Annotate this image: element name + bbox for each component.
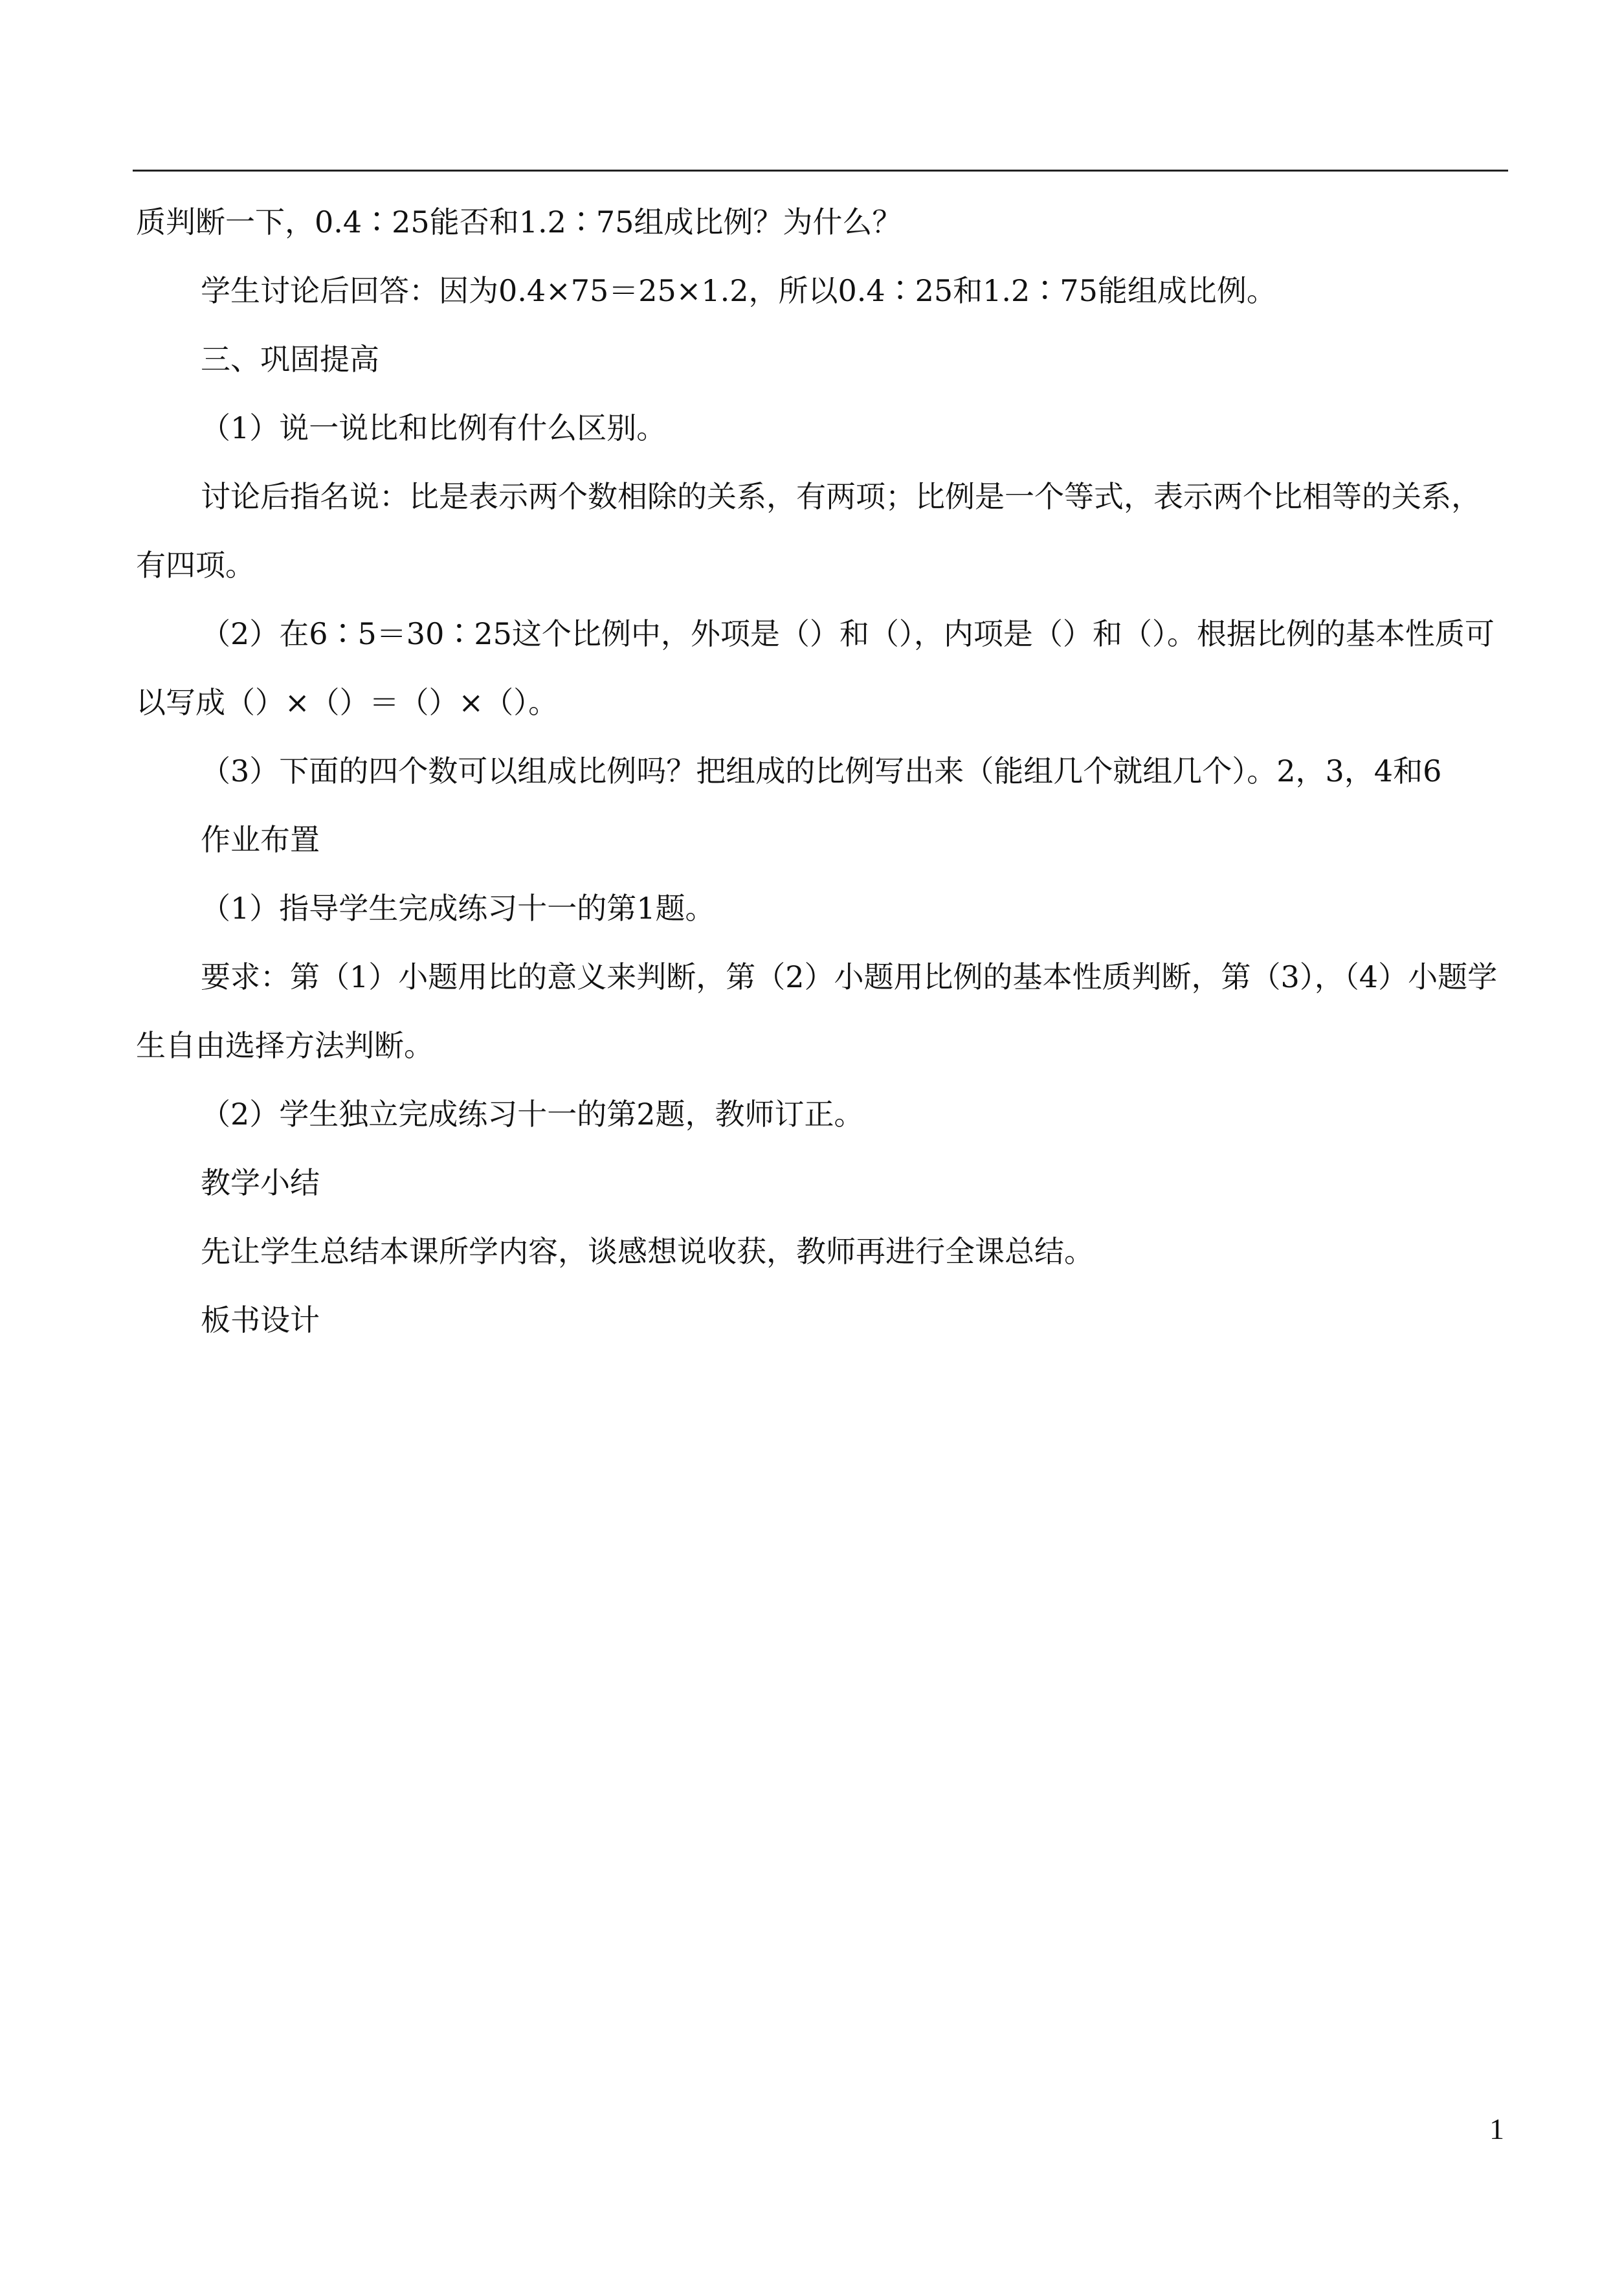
- homework-item-2: （2）学生独立完成练习十一的第2题，教师订正。: [201, 1097, 864, 1132]
- exercise-item-2: （2）在6∶5＝30∶25这个比例中，外项是（）和（），内项是（）和（）。根据比例的基本性质可以写成（）×（）＝（）×（）。: [136, 616, 1495, 720]
- exercise-item-3: （3）下面的四个数可以组成比例吗？把组成的比例写出来（能组几个就组几个）。2，3，4和6: [201, 754, 1442, 789]
- paragraph-continuation: 质判断一下，0.4∶25能否和1.2∶75组成比例？为什么？: [136, 205, 902, 240]
- page-number: 1: [1489, 2112, 1504, 2145]
- section-heading-consolidate: 三、巩固提高: [201, 342, 379, 377]
- header-rule: [133, 170, 1508, 172]
- section-heading-homework: 作业布置: [201, 822, 320, 857]
- paragraph-requirements: 要求：第（1）小题用比的意义来判断，第（2）小题用比例的基本性质判断，第（3），（4）小题学生自由选择方法判断。: [136, 959, 1498, 1063]
- paragraph-discussion: 讨论后指名说：比是表示两个数相除的关系，有两项；比例是一个等式，表示两个比相等的关系，有四项。: [136, 479, 1481, 583]
- document-body: [136, 188, 1508, 1354]
- paragraph-student-answer: 学生讨论后回答：因为0.4×75＝25×1.2，所以0.4∶25和1.2∶75能组成比例。: [201, 273, 1276, 308]
- homework-item-1: （1）指导学生完成练习十一的第1题。: [201, 891, 715, 926]
- exercise-item-1: （1）说一说比和比例有什么区别。: [201, 410, 667, 445]
- section-heading-summary: 教学小结: [201, 1165, 320, 1200]
- paragraph-summary: 先让学生总结本课所学内容，谈感想说收获，教师再进行全课总结。: [201, 1234, 1094, 1269]
- section-heading-board-design: 板书设计: [201, 1303, 320, 1337]
